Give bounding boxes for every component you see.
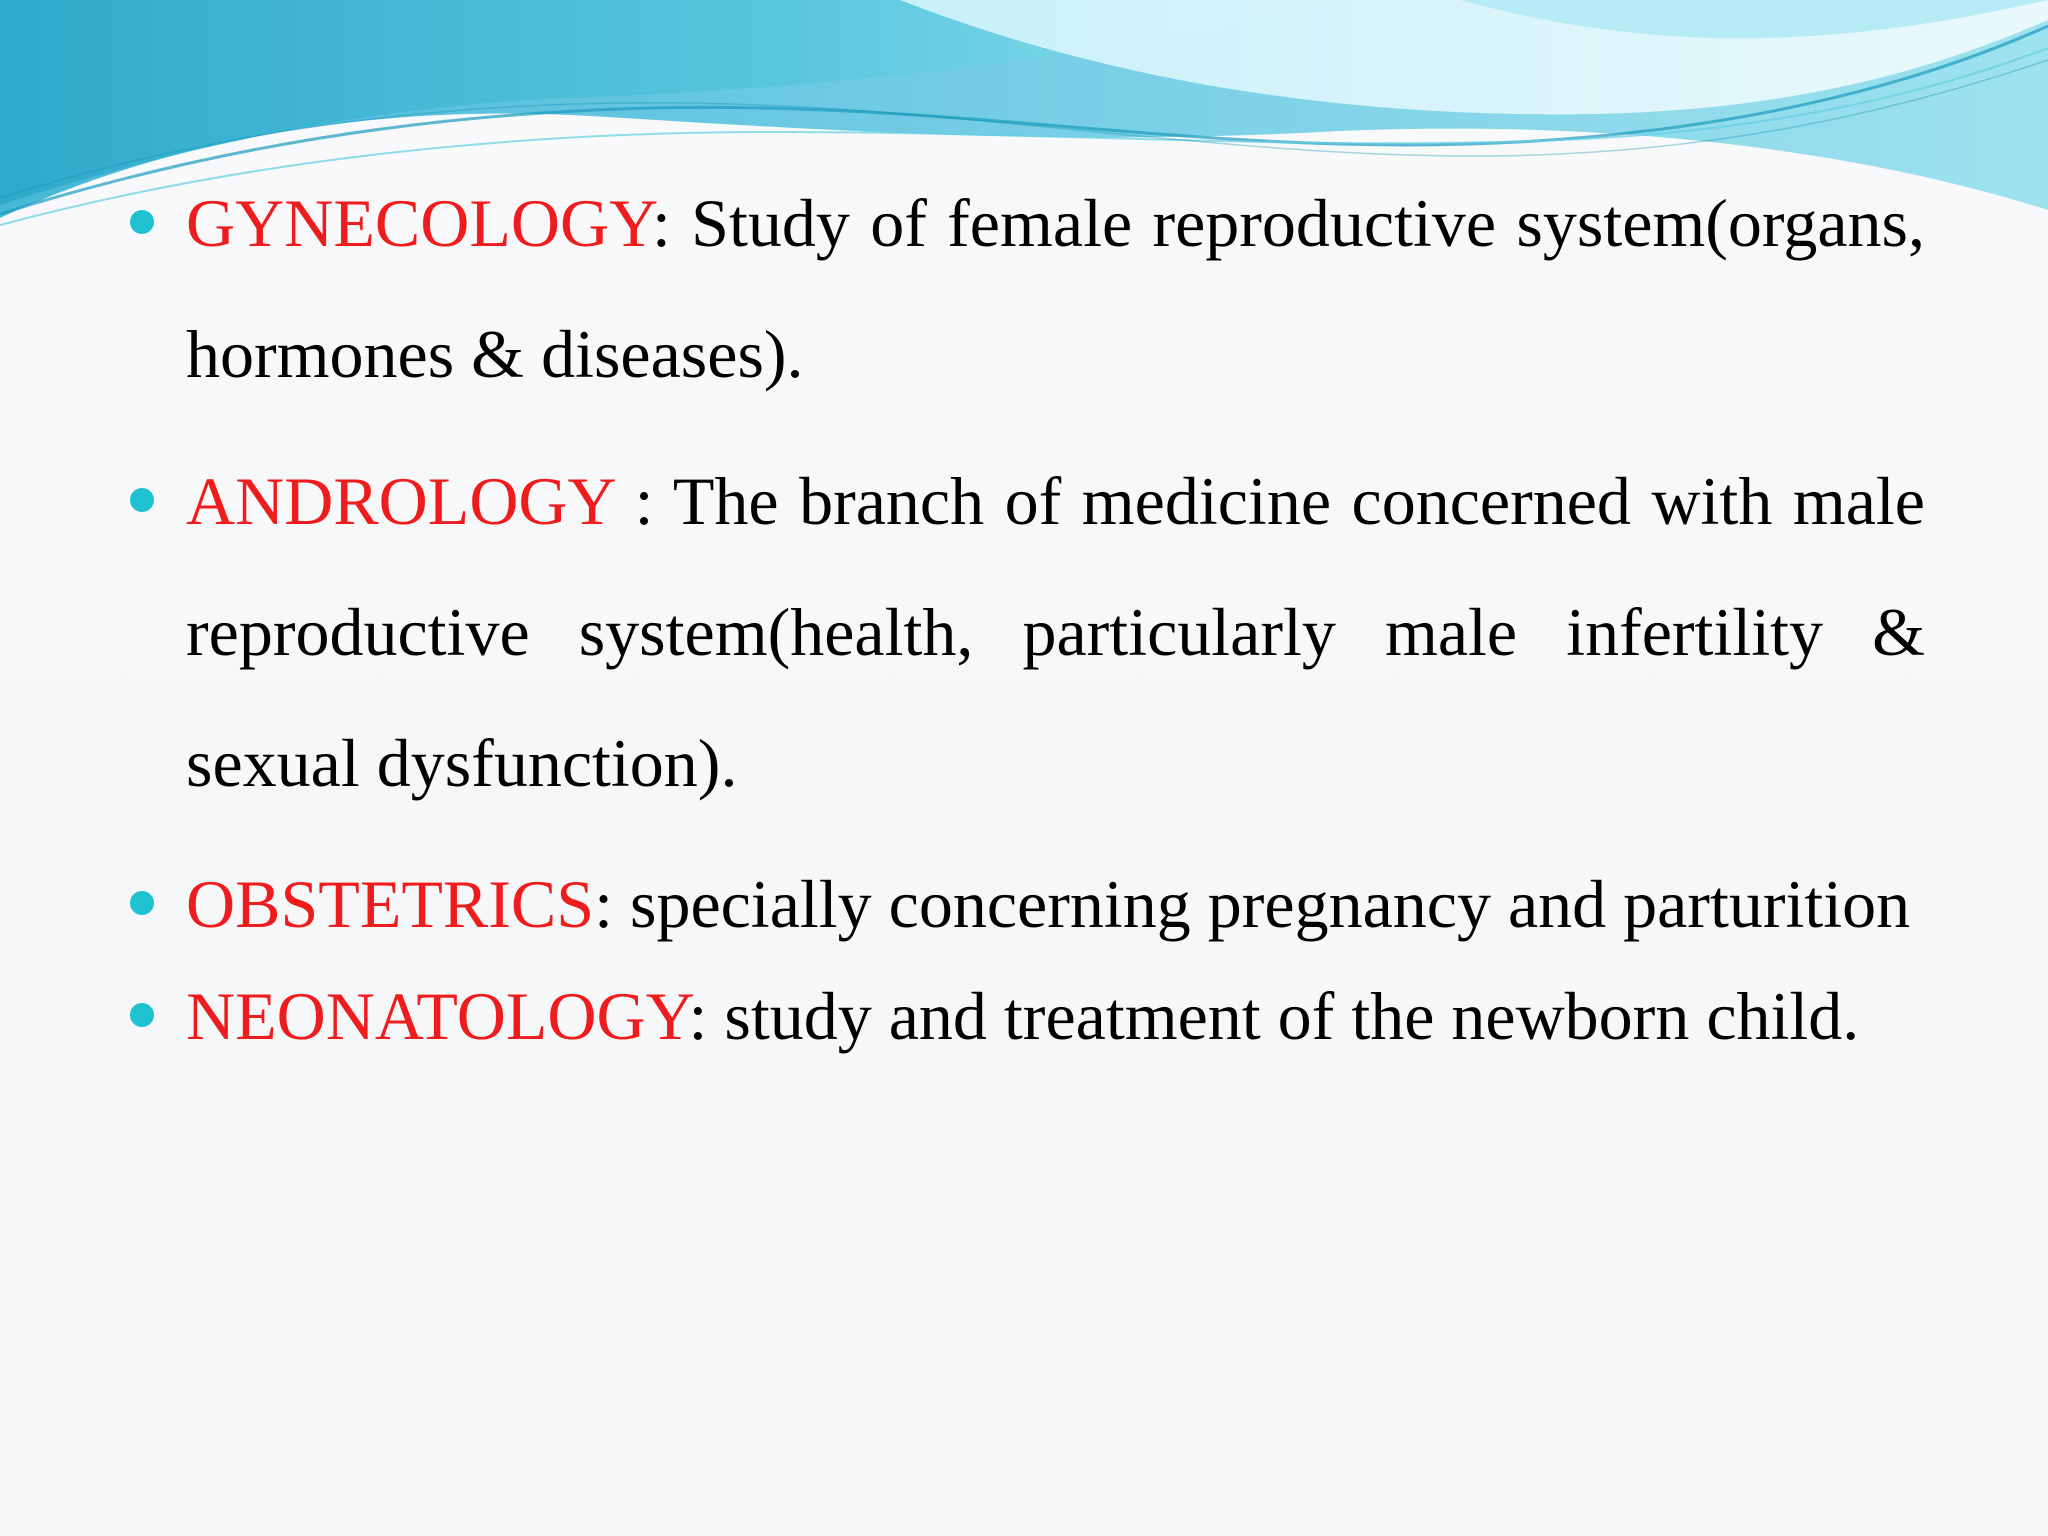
separator: : [651, 185, 692, 261]
term-andrology: ANDROLOGY [186, 463, 615, 539]
term-obstetrics: OBSTETRICS [186, 866, 595, 942]
separator: : [614, 463, 673, 539]
separator: : [594, 866, 630, 942]
term-neonatology: NEONATOLOGY [186, 978, 689, 1054]
definition-list [130, 158, 1925, 1072]
list-item-andrology [130, 436, 1925, 829]
separator: : [688, 978, 725, 1054]
list-item-obstetrics [130, 848, 1925, 960]
definition-neonatology: study and treatment of the newborn child. [724, 978, 1860, 1054]
term-gynecology: GYNECOLOGY [186, 185, 652, 261]
definition-obstetrics: specially concerning pregnancy and parturition [629, 866, 1911, 942]
definition-andrology: The branch of medicine concerned with male reproductive system(health, particularly male infertility & sexual dysfunction). [186, 463, 1925, 801]
bullet-dot-icon [130, 1003, 154, 1027]
definition-gynecology: Study of female reproductive system(organs, hormones & diseases). [186, 185, 1925, 392]
bullet-dot-icon [130, 488, 154, 512]
bullet-dot-icon [130, 891, 154, 915]
bullet-dot-icon [130, 210, 154, 234]
list-item-gynecology [130, 158, 1925, 420]
list-item-neonatology [130, 960, 1925, 1072]
